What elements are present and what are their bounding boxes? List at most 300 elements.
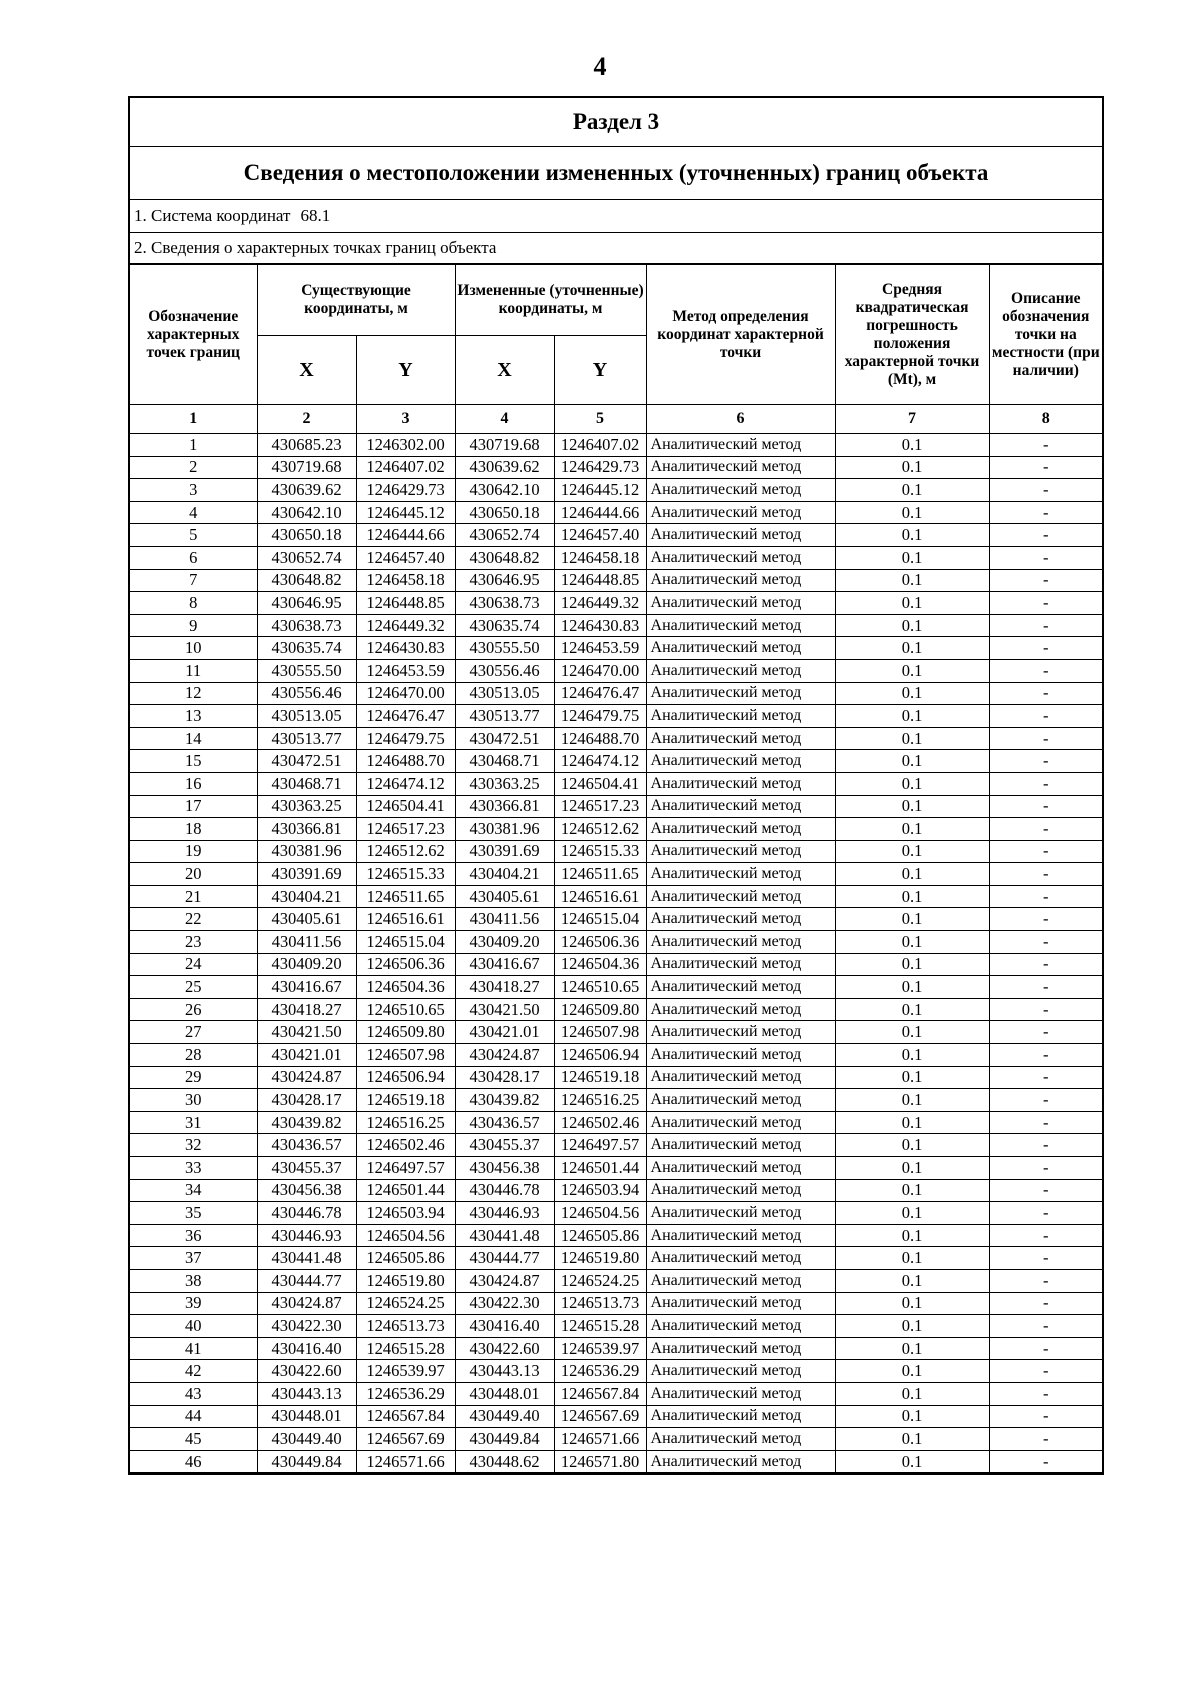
cell-existing-y: 1246511.65 [356, 885, 455, 908]
cell-existing-x: 430411.56 [257, 931, 356, 954]
cell-method: Аналитический метод [646, 682, 835, 705]
cell-changed-y: 1246453.59 [554, 637, 646, 660]
cell-point-id: 1 [130, 434, 257, 457]
cell-method: Аналитический метод [646, 1134, 835, 1157]
cell-existing-y: 1246504.41 [356, 795, 455, 818]
cell-existing-y: 1246519.80 [356, 1269, 455, 1292]
cell-description: - [989, 727, 1102, 750]
cell-point-id: 15 [130, 750, 257, 773]
table-row [130, 1157, 1102, 1180]
cell-point-id: 33 [130, 1157, 257, 1180]
table-row [130, 1292, 1102, 1315]
table-row [130, 1247, 1102, 1270]
table-row [130, 727, 1102, 750]
cell-existing-y: 1246509.80 [356, 1021, 455, 1044]
cell-description: - [989, 840, 1102, 863]
cell-method: Аналитический метод [646, 931, 835, 954]
cell-mean-error: 0.1 [835, 863, 989, 886]
cell-changed-y: 1246516.61 [554, 885, 646, 908]
cell-mean-error: 0.1 [835, 705, 989, 728]
cell-description: - [989, 1066, 1102, 1089]
cell-changed-y: 1246457.40 [554, 524, 646, 547]
cell-existing-y: 1246502.46 [356, 1134, 455, 1157]
table-row [130, 682, 1102, 705]
cell-existing-y: 1246516.61 [356, 908, 455, 931]
cell-existing-y: 1246519.18 [356, 1089, 455, 1112]
cell-existing-x: 430456.38 [257, 1179, 356, 1202]
table-row [130, 434, 1102, 457]
cell-mean-error: 0.1 [835, 1066, 989, 1089]
cell-mean-error: 0.1 [835, 953, 989, 976]
cell-point-id: 13 [130, 705, 257, 728]
cell-mean-error: 0.1 [835, 818, 989, 841]
cell-existing-y: 1246571.66 [356, 1450, 455, 1473]
cell-changed-y: 1246511.65 [554, 863, 646, 886]
cell-point-id: 44 [130, 1405, 257, 1428]
cell-method: Аналитический метод [646, 1111, 835, 1134]
cell-changed-x: 430366.81 [455, 795, 554, 818]
cell-point-id: 42 [130, 1360, 257, 1383]
cell-existing-x: 430363.25 [257, 795, 356, 818]
cell-existing-y: 1246539.97 [356, 1360, 455, 1383]
cell-method: Аналитический метод [646, 501, 835, 524]
cell-point-id: 16 [130, 772, 257, 795]
table-row [130, 795, 1102, 818]
column-number: 3 [356, 405, 455, 434]
header-changed-coords: Измененные (уточненные) координаты, м [455, 265, 646, 336]
cell-changed-y: 1246512.62 [554, 818, 646, 841]
table-row [130, 637, 1102, 660]
cell-mean-error: 0.1 [835, 1247, 989, 1270]
cell-changed-x: 430513.05 [455, 682, 554, 705]
document-subtitle: Сведения о местоположении измененных (уточненных) границ объекта [130, 147, 1102, 200]
cell-changed-x: 430404.21 [455, 863, 554, 886]
header-existing-coords: Существующие координаты, м [257, 265, 455, 336]
table-row [130, 1044, 1102, 1067]
header-method: Метод определения координат характерной точки [646, 265, 835, 405]
cell-existing-x: 430449.40 [257, 1428, 356, 1451]
cell-existing-x: 430639.62 [257, 479, 356, 502]
cell-point-id: 22 [130, 908, 257, 931]
cell-changed-y: 1246445.12 [554, 479, 646, 502]
table-row [130, 501, 1102, 524]
cell-method: Аналитический метод [646, 885, 835, 908]
cell-mean-error: 0.1 [835, 772, 989, 795]
cell-changed-x: 430381.96 [455, 818, 554, 841]
table-row [130, 1360, 1102, 1383]
cell-changed-y: 1246444.66 [554, 501, 646, 524]
cell-existing-y: 1246474.12 [356, 772, 455, 795]
table-row [130, 1269, 1102, 1292]
table-row [130, 1450, 1102, 1473]
cell-changed-y: 1246513.73 [554, 1292, 646, 1315]
table-header [130, 265, 1102, 434]
cell-method: Аналитический метод [646, 1247, 835, 1270]
cell-point-id: 28 [130, 1044, 257, 1067]
cell-mean-error: 0.1 [835, 1315, 989, 1338]
cell-changed-x: 430448.62 [455, 1450, 554, 1473]
cell-method: Аналитический метод [646, 456, 835, 479]
cell-existing-x: 430648.82 [257, 569, 356, 592]
cell-existing-x: 430428.17 [257, 1089, 356, 1112]
cell-mean-error: 0.1 [835, 1044, 989, 1067]
cell-changed-y: 1246567.84 [554, 1382, 646, 1405]
table-row [130, 931, 1102, 954]
cell-method: Аналитический метод [646, 705, 835, 728]
cell-existing-y: 1246497.57 [356, 1157, 455, 1180]
cell-existing-y: 1246517.23 [356, 818, 455, 841]
cell-existing-x: 430472.51 [257, 750, 356, 773]
cell-existing-y: 1246501.44 [356, 1179, 455, 1202]
cell-changed-x: 430456.38 [455, 1157, 554, 1180]
cell-point-id: 11 [130, 659, 257, 682]
cell-changed-y: 1246519.80 [554, 1247, 646, 1270]
cell-point-id: 20 [130, 863, 257, 886]
cell-mean-error: 0.1 [835, 569, 989, 592]
cell-mean-error: 0.1 [835, 885, 989, 908]
page-number: 4 [593, 52, 607, 81]
cell-point-id: 7 [130, 569, 257, 592]
cell-method: Аналитический метод [646, 840, 835, 863]
cell-changed-y: 1246539.97 [554, 1337, 646, 1360]
cell-changed-y: 1246502.46 [554, 1111, 646, 1134]
cell-existing-x: 430513.77 [257, 727, 356, 750]
cell-description: - [989, 501, 1102, 524]
cell-description: - [989, 569, 1102, 592]
cell-point-id: 12 [130, 682, 257, 705]
cell-mean-error: 0.1 [835, 456, 989, 479]
cell-changed-y: 1246524.25 [554, 1269, 646, 1292]
cell-method: Аналитический метод [646, 546, 835, 569]
cell-method: Аналитический метод [646, 772, 835, 795]
cell-description: - [989, 953, 1102, 976]
cell-changed-x: 430446.93 [455, 1202, 554, 1225]
cell-mean-error: 0.1 [835, 524, 989, 547]
cell-method: Аналитический метод [646, 908, 835, 931]
cell-mean-error: 0.1 [835, 659, 989, 682]
cell-mean-error: 0.1 [835, 1111, 989, 1134]
cell-method: Аналитический метод [646, 953, 835, 976]
cell-point-id: 40 [130, 1315, 257, 1338]
cell-existing-x: 430642.10 [257, 501, 356, 524]
cell-method: Аналитический метод [646, 1450, 835, 1473]
cell-method: Аналитический метод [646, 1428, 835, 1451]
cell-description: - [989, 885, 1102, 908]
cell-mean-error: 0.1 [835, 1134, 989, 1157]
cell-mean-error: 0.1 [835, 1157, 989, 1180]
cell-description: - [989, 1269, 1102, 1292]
cell-description: - [989, 1224, 1102, 1247]
table-row [130, 1337, 1102, 1360]
cell-description: - [989, 1134, 1102, 1157]
cell-existing-y: 1246516.25 [356, 1111, 455, 1134]
cell-existing-x: 430416.40 [257, 1337, 356, 1360]
cell-existing-x: 430422.60 [257, 1360, 356, 1383]
cell-existing-y: 1246515.04 [356, 931, 455, 954]
cell-changed-y: 1246536.29 [554, 1360, 646, 1383]
cell-description: - [989, 1360, 1102, 1383]
cell-existing-x: 430404.21 [257, 885, 356, 908]
cell-description: - [989, 479, 1102, 502]
cell-changed-y: 1246505.86 [554, 1224, 646, 1247]
cell-changed-x: 430424.87 [455, 1269, 554, 1292]
column-number: 2 [257, 405, 356, 434]
cell-description: - [989, 1405, 1102, 1428]
cell-changed-x: 430424.87 [455, 1044, 554, 1067]
cell-mean-error: 0.1 [835, 795, 989, 818]
cell-point-id: 8 [130, 592, 257, 615]
cell-existing-y: 1246504.36 [356, 976, 455, 999]
cell-description: - [989, 659, 1102, 682]
table-row [130, 569, 1102, 592]
cell-existing-y: 1246488.70 [356, 750, 455, 773]
cell-existing-x: 430555.50 [257, 659, 356, 682]
cell-mean-error: 0.1 [835, 1337, 989, 1360]
cell-point-id: 25 [130, 976, 257, 999]
cell-point-id: 36 [130, 1224, 257, 1247]
cell-method: Аналитический метод [646, 750, 835, 773]
cell-description: - [989, 682, 1102, 705]
cell-existing-y: 1246457.40 [356, 546, 455, 569]
column-number: 6 [646, 405, 835, 434]
cell-method: Аналитический метод [646, 1202, 835, 1225]
cell-mean-error: 0.1 [835, 546, 989, 569]
cell-existing-y: 1246513.73 [356, 1315, 455, 1338]
cell-existing-x: 430444.77 [257, 1269, 356, 1292]
cell-method: Аналитический метод [646, 1269, 835, 1292]
cell-changed-x: 430648.82 [455, 546, 554, 569]
cell-method: Аналитический метод [646, 434, 835, 457]
boundary-document [128, 96, 1104, 1475]
cell-changed-y: 1246571.80 [554, 1450, 646, 1473]
cell-changed-x: 430436.57 [455, 1111, 554, 1134]
cell-description: - [989, 908, 1102, 931]
header-changed-x: X [455, 336, 554, 405]
cell-point-id: 23 [130, 931, 257, 954]
cell-changed-y: 1246516.25 [554, 1089, 646, 1112]
cell-changed-y: 1246503.94 [554, 1179, 646, 1202]
cell-point-id: 19 [130, 840, 257, 863]
cell-method: Аналитический метод [646, 659, 835, 682]
cell-changed-x: 430555.50 [455, 637, 554, 660]
cell-existing-x: 430441.48 [257, 1247, 356, 1270]
table-row [130, 614, 1102, 637]
cell-changed-y: 1246429.73 [554, 456, 646, 479]
cell-mean-error: 0.1 [835, 682, 989, 705]
table-row [130, 1089, 1102, 1112]
cell-mean-error: 0.1 [835, 1450, 989, 1473]
cell-changed-x: 430416.67 [455, 953, 554, 976]
coordinate-system-value: 68.1 [300, 206, 331, 225]
cell-changed-x: 430455.37 [455, 1134, 554, 1157]
cell-changed-y: 1246458.18 [554, 546, 646, 569]
cell-method: Аналитический метод [646, 524, 835, 547]
cell-mean-error: 0.1 [835, 479, 989, 502]
cell-point-id: 10 [130, 637, 257, 660]
cell-description: - [989, 863, 1102, 886]
cell-description: - [989, 705, 1102, 728]
cell-mean-error: 0.1 [835, 998, 989, 1021]
cell-existing-x: 430685.23 [257, 434, 356, 457]
table-row [130, 885, 1102, 908]
cell-existing-x: 430439.82 [257, 1111, 356, 1134]
cell-changed-x: 430556.46 [455, 659, 554, 682]
header-existing-y: Y [356, 336, 455, 405]
cell-mean-error: 0.1 [835, 976, 989, 999]
column-number-row [130, 405, 1102, 434]
cell-mean-error: 0.1 [835, 1360, 989, 1383]
cell-existing-y: 1246510.65 [356, 998, 455, 1021]
table-row [130, 1382, 1102, 1405]
cell-description: - [989, 456, 1102, 479]
cell-mean-error: 0.1 [835, 1292, 989, 1315]
cell-point-id: 29 [130, 1066, 257, 1089]
table-row [130, 840, 1102, 863]
cell-changed-x: 430416.40 [455, 1315, 554, 1338]
cell-changed-x: 430422.60 [455, 1337, 554, 1360]
coordinate-system-line [130, 200, 1102, 233]
cell-point-id: 46 [130, 1450, 257, 1473]
cell-description: - [989, 1202, 1102, 1225]
table-row [130, 546, 1102, 569]
cell-point-id: 3 [130, 479, 257, 502]
cell-changed-x: 430472.51 [455, 727, 554, 750]
cell-changed-x: 430446.78 [455, 1179, 554, 1202]
cell-changed-y: 1246504.36 [554, 953, 646, 976]
cell-existing-x: 430405.61 [257, 908, 356, 931]
cell-existing-y: 1246567.84 [356, 1405, 455, 1428]
cell-method: Аналитический метод [646, 1179, 835, 1202]
cell-existing-y: 1246506.94 [356, 1066, 455, 1089]
table-row [130, 705, 1102, 728]
cell-changed-x: 430646.95 [455, 569, 554, 592]
cell-existing-y: 1246507.98 [356, 1044, 455, 1067]
cell-description: - [989, 524, 1102, 547]
cell-existing-y: 1246449.32 [356, 614, 455, 637]
cell-changed-x: 430418.27 [455, 976, 554, 999]
header-existing-x: X [257, 336, 356, 405]
cell-point-id: 41 [130, 1337, 257, 1360]
column-number: 5 [554, 405, 646, 434]
cell-description: - [989, 1450, 1102, 1473]
cell-changed-y: 1246476.47 [554, 682, 646, 705]
points-info-heading: 2. Сведения о характерных точках границ объекта [130, 233, 1102, 264]
cell-description: - [989, 1044, 1102, 1067]
cell-description: - [989, 1428, 1102, 1451]
cell-existing-y: 1246515.28 [356, 1337, 455, 1360]
cell-existing-y: 1246524.25 [356, 1292, 455, 1315]
cell-mean-error: 0.1 [835, 1089, 989, 1112]
cell-point-id: 6 [130, 546, 257, 569]
cell-existing-y: 1246503.94 [356, 1202, 455, 1225]
cell-mean-error: 0.1 [835, 931, 989, 954]
cell-method: Аналитический метод [646, 592, 835, 615]
cell-existing-y: 1246430.83 [356, 637, 455, 660]
cell-changed-y: 1246501.44 [554, 1157, 646, 1180]
cell-mean-error: 0.1 [835, 501, 989, 524]
cell-mean-error: 0.1 [835, 1405, 989, 1428]
header-description: Описание обозначения точки на местности (при наличии) [989, 265, 1102, 405]
cell-changed-y: 1246448.85 [554, 569, 646, 592]
cell-existing-x: 430652.74 [257, 546, 356, 569]
cell-changed-x: 430468.71 [455, 750, 554, 773]
cell-description: - [989, 750, 1102, 773]
cell-existing-y: 1246448.85 [356, 592, 455, 615]
cell-description: - [989, 1247, 1102, 1270]
cell-description: - [989, 772, 1102, 795]
cell-changed-y: 1246510.65 [554, 976, 646, 999]
column-number: 8 [989, 405, 1102, 434]
cell-description: - [989, 1382, 1102, 1405]
cell-changed-y: 1246470.00 [554, 659, 646, 682]
cell-existing-y: 1246512.62 [356, 840, 455, 863]
cell-mean-error: 0.1 [835, 750, 989, 773]
cell-existing-y: 1246505.86 [356, 1247, 455, 1270]
cell-method: Аналитический метод [646, 569, 835, 592]
cell-point-id: 2 [130, 456, 257, 479]
cell-description: - [989, 1315, 1102, 1338]
cell-changed-y: 1246571.66 [554, 1428, 646, 1451]
cell-description: - [989, 434, 1102, 457]
cell-existing-x: 430719.68 [257, 456, 356, 479]
cell-existing-x: 430421.50 [257, 1021, 356, 1044]
cell-changed-y: 1246519.18 [554, 1066, 646, 1089]
cell-existing-x: 430409.20 [257, 953, 356, 976]
table-row [130, 818, 1102, 841]
cell-method: Аналитический метод [646, 1337, 835, 1360]
cell-existing-y: 1246458.18 [356, 569, 455, 592]
cell-changed-x: 430642.10 [455, 479, 554, 502]
cell-existing-x: 430646.95 [257, 592, 356, 615]
cell-existing-x: 430556.46 [257, 682, 356, 705]
cell-existing-y: 1246302.00 [356, 434, 455, 457]
cell-changed-x: 430421.01 [455, 1021, 554, 1044]
cell-point-id: 45 [130, 1428, 257, 1451]
cell-changed-x: 430391.69 [455, 840, 554, 863]
cell-changed-y: 1246515.33 [554, 840, 646, 863]
cell-mean-error: 0.1 [835, 434, 989, 457]
table-row [130, 953, 1102, 976]
cell-mean-error: 0.1 [835, 727, 989, 750]
cell-mean-error: 0.1 [835, 908, 989, 931]
cell-description: - [989, 818, 1102, 841]
cell-point-id: 43 [130, 1382, 257, 1405]
cell-point-id: 37 [130, 1247, 257, 1270]
cell-point-id: 30 [130, 1089, 257, 1112]
cell-existing-y: 1246567.69 [356, 1428, 455, 1451]
cell-mean-error: 0.1 [835, 592, 989, 615]
cell-point-id: 27 [130, 1021, 257, 1044]
cell-existing-y: 1246536.29 [356, 1382, 455, 1405]
cell-point-id: 18 [130, 818, 257, 841]
cell-existing-x: 430446.78 [257, 1202, 356, 1225]
cell-changed-y: 1246517.23 [554, 795, 646, 818]
cell-mean-error: 0.1 [835, 1021, 989, 1044]
table-row [130, 998, 1102, 1021]
cell-point-id: 21 [130, 885, 257, 908]
table-row [130, 863, 1102, 886]
cell-existing-x: 430391.69 [257, 863, 356, 886]
cell-existing-x: 430513.05 [257, 705, 356, 728]
cell-existing-y: 1246453.59 [356, 659, 455, 682]
column-number: 7 [835, 405, 989, 434]
cell-method: Аналитический метод [646, 818, 835, 841]
cell-point-id: 34 [130, 1179, 257, 1202]
cell-changed-y: 1246506.94 [554, 1044, 646, 1067]
column-number: 1 [130, 405, 257, 434]
cell-existing-x: 430638.73 [257, 614, 356, 637]
table-row [130, 1134, 1102, 1157]
